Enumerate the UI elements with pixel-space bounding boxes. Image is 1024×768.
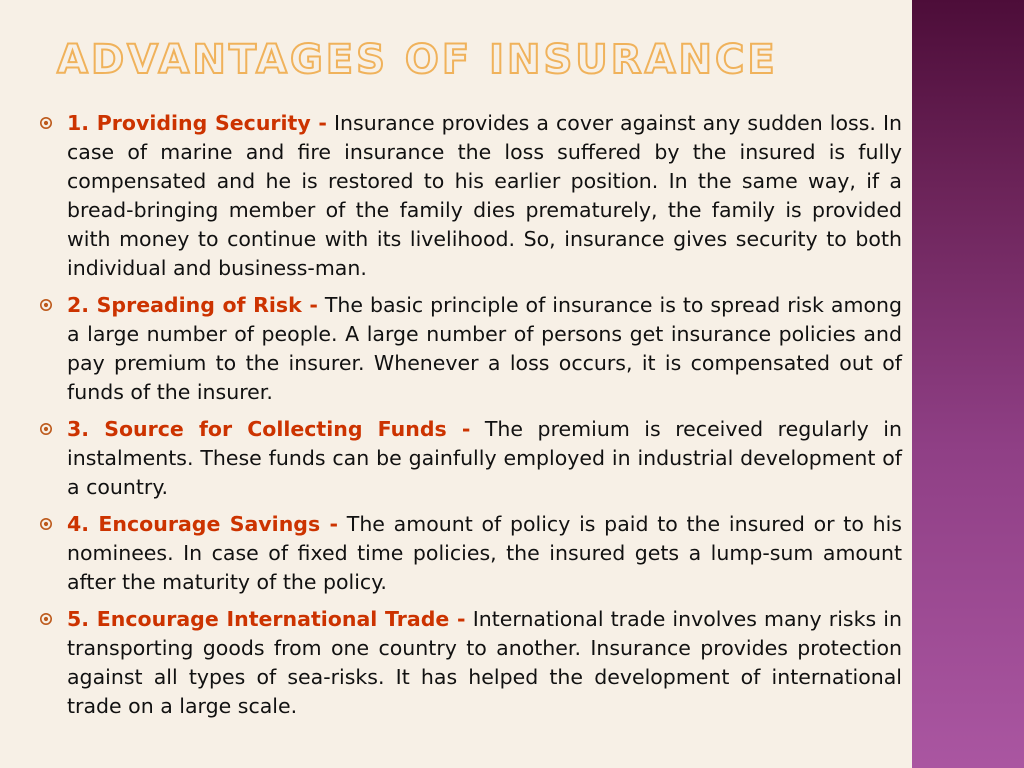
bullet-heading: 3. Source for Collecting Funds -: [67, 417, 471, 441]
target-bullet-icon: [38, 605, 67, 634]
bullet-body: International trade involves many risks in transporting goods from one country to another. Insurance provides protection against all types of sea-risks. It has helped the development of international trade on a large scale.: [67, 607, 902, 718]
bullet-text: [67, 415, 902, 502]
bullet-body: The amount of policy is paid to the insured or to his nominees. In case of fixed time policies, the insured gets a lump-sum amount after the maturity of the policy.: [67, 512, 902, 594]
target-bullet-icon: [38, 510, 67, 539]
bullet-item-collecting-funds: [38, 415, 902, 502]
bullet-text: [67, 291, 902, 407]
target-bullet-icon: [38, 109, 67, 138]
target-bullet-icon: [38, 415, 67, 444]
bullet-heading: 1. Providing Security -: [67, 111, 327, 135]
bullet-text: [67, 510, 902, 597]
bullet-list: [38, 109, 902, 729]
target-bullet-icon: [38, 291, 67, 320]
bullet-body: Insurance provides a cover against any sudden loss. In case of marine and fire insurance the loss suffered by the insured is fully compensated and he is restored to his earlier position. In the same way, if a bread-bringing member of the family dies prematurely, the family is provided with money to continue with its livelihood. So, insurance gives security to both individual and business-man.: [67, 111, 902, 280]
bullet-body: The premium is received regularly in instalments. These funds can be gainfully employed in industrial development of a country.: [67, 417, 902, 499]
bullet-item-encourage-savings: [38, 510, 902, 597]
bullet-heading: 4. Encourage Savings -: [67, 512, 339, 536]
bullet-body: The basic principle of insurance is to spread risk among a large number of people. A large number of persons get insurance policies and pay premium to the insurer. Whenever a loss occurs, it is compensated out of funds of the insurer.: [67, 293, 902, 404]
bullet-text: [67, 605, 902, 721]
bullet-item-providing-security: [38, 109, 902, 283]
bullet-heading: 2. Spreading of Risk -: [67, 293, 318, 317]
decorative-side-band: [912, 0, 1024, 768]
bullet-heading: 5. Encourage International Trade -: [67, 607, 466, 631]
bullet-item-international-trade: [38, 605, 902, 721]
slide-title: ADVANTAGES OF INSURANCE: [57, 37, 778, 83]
bullet-text: [67, 109, 902, 283]
bullet-item-spreading-risk: [38, 291, 902, 407]
